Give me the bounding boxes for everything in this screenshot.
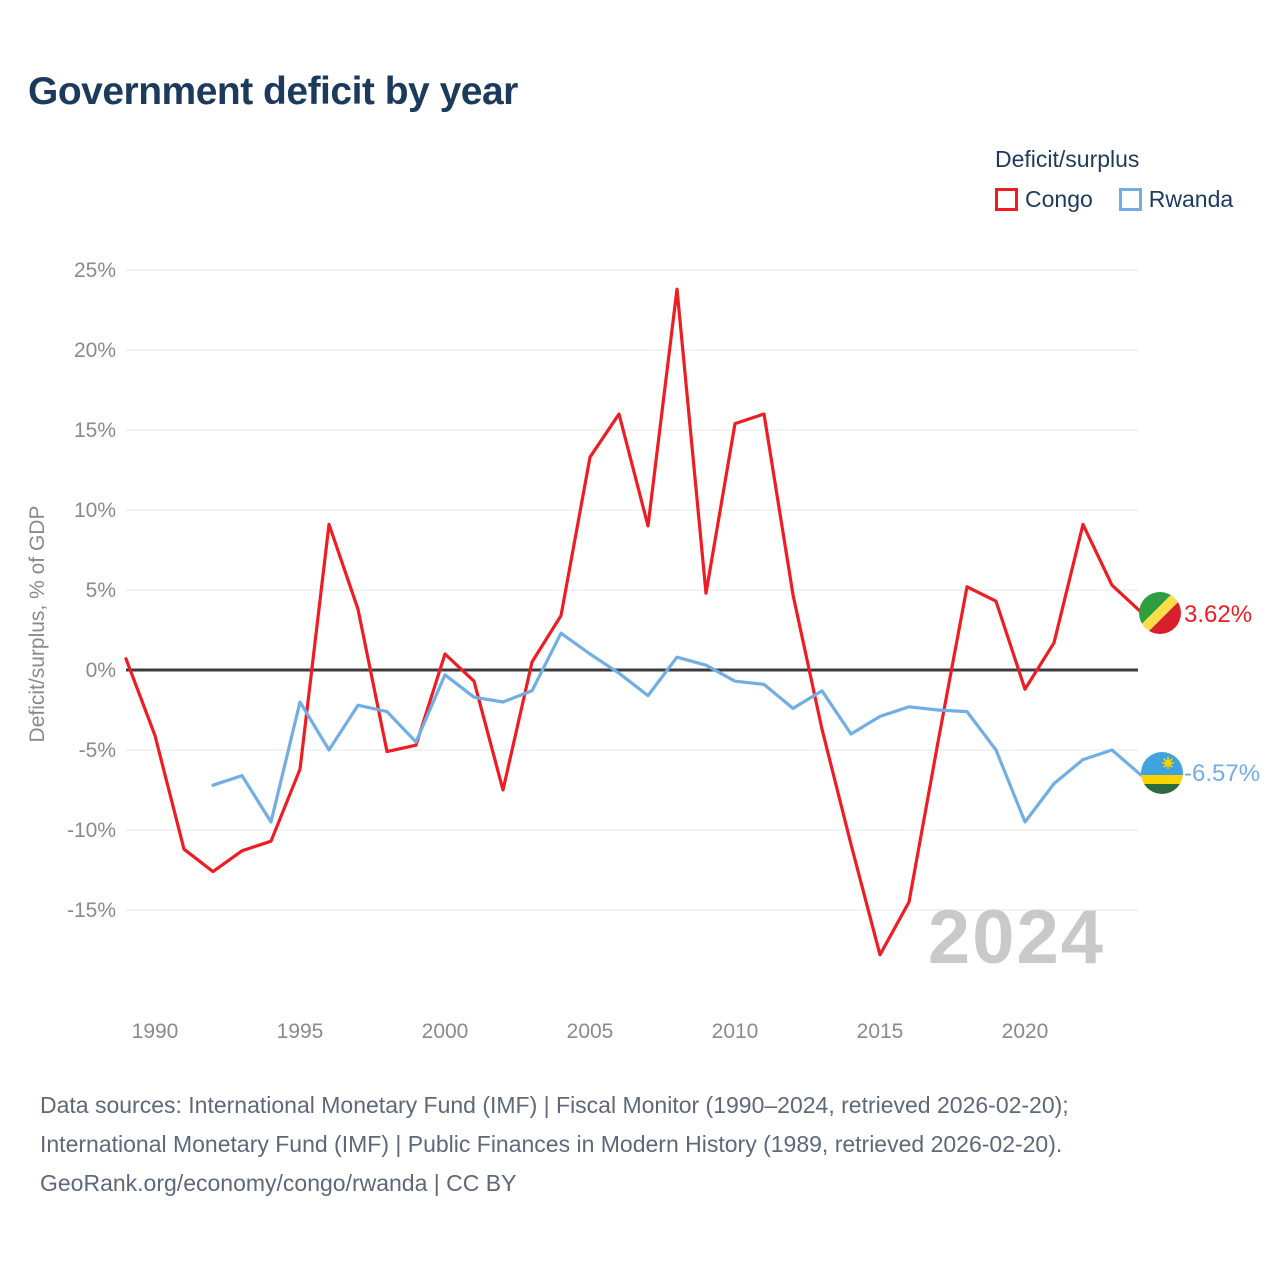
footer-line-2: International Monetary Fund (IMF) | Public Finances in Modern History (1989, retrieved 2026-02-20). bbox=[40, 1131, 1063, 1157]
rwanda-end-value: -6.57% bbox=[1184, 760, 1261, 787]
watermark-year: 2024 bbox=[927, 895, 1105, 980]
y-tick-label: 25% bbox=[73, 259, 116, 282]
y-tick-label: 20% bbox=[73, 339, 116, 362]
x-tick-label: 2010 bbox=[711, 1020, 759, 1043]
page-title: Government deficit by year bbox=[28, 70, 518, 113]
congo-end-value: 3.62% bbox=[1184, 601, 1253, 628]
footer-line-3: GeoRank.org/economy/congo/rwanda | CC BY bbox=[40, 1170, 517, 1196]
y-tick-label: 10% bbox=[73, 499, 116, 522]
plot-lines bbox=[126, 289, 1141, 955]
congo-line bbox=[126, 289, 1141, 955]
legend-label-rwanda: Rwanda bbox=[1148, 186, 1234, 212]
y-tick-label: 0% bbox=[85, 659, 116, 682]
y-tick-label: -15% bbox=[66, 899, 116, 922]
rwanda-line bbox=[213, 633, 1141, 822]
y-tick-label: -5% bbox=[78, 739, 116, 762]
y-tick-label: 15% bbox=[73, 419, 116, 442]
end-caps bbox=[26, 506, 1260, 795]
y-tick-label: -10% bbox=[66, 819, 116, 842]
data-sources-footer bbox=[40, 1086, 1069, 1203]
x-tick-label: 2005 bbox=[566, 1020, 614, 1043]
x-tick-label: 1990 bbox=[131, 1020, 179, 1043]
x-tick-label: 2015 bbox=[856, 1020, 904, 1043]
footer-line-1: Data sources: International Monetary Fund (IMF) | Fiscal Monitor (1990–2024, retrieved 2026-02-20); bbox=[40, 1092, 1069, 1118]
y-tick-label: 5% bbox=[85, 579, 116, 602]
rwanda-flag-icon bbox=[1140, 751, 1184, 795]
x-tick-label: 2000 bbox=[421, 1020, 469, 1043]
legend-title: Deficit/surplus bbox=[995, 146, 1140, 172]
y-axis-title: Deficit/surplus, % of GDP bbox=[26, 505, 49, 743]
legend-label-congo: Congo bbox=[1025, 186, 1093, 212]
x-tick-label: 2020 bbox=[1001, 1020, 1049, 1043]
x-tick-label: 1995 bbox=[276, 1020, 324, 1043]
